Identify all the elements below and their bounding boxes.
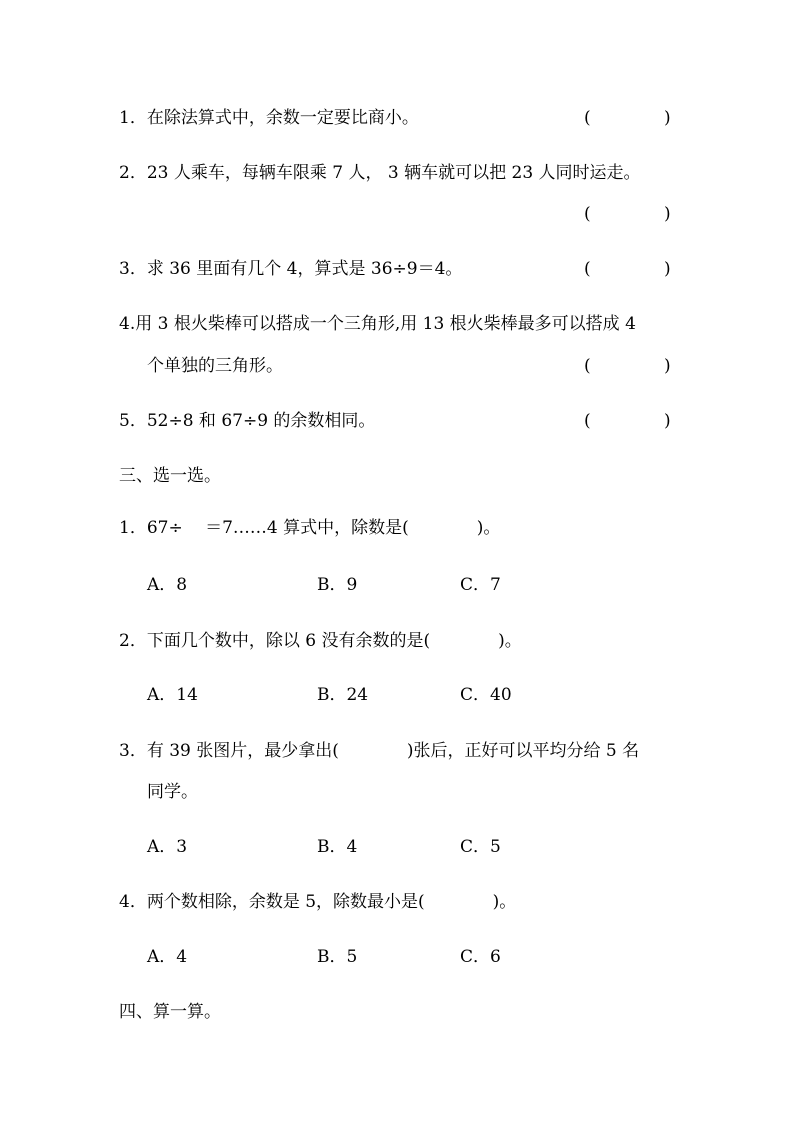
option-b[interactable]: B．24 <box>317 685 369 705</box>
choice-question-1: 1．67÷ ＝7……4 算式中，除数是( )。 <box>119 518 501 538</box>
paren-close: ) <box>664 411 671 431</box>
judge-question-5: 5．52÷8 和 67÷9 的余数相同。 <box>119 411 376 431</box>
choice-question-4: 4．两个数相除，余数是 5，除数最小是( )。 <box>119 892 517 912</box>
judge-question-1: 1．在除法算式中，余数一定要比商小。 <box>119 108 419 128</box>
paren-close: ) <box>664 259 671 279</box>
option-a[interactable]: A．8 <box>147 575 188 595</box>
option-b[interactable]: B．4 <box>317 837 358 857</box>
choice-question-2: 2．下面几个数中，除以 6 没有余数的是( )。 <box>119 631 522 651</box>
option-b[interactable]: B．9 <box>317 575 358 595</box>
paren-open: ( <box>584 411 591 431</box>
option-c[interactable]: C．6 <box>460 947 501 967</box>
paren-open: ( <box>584 259 591 279</box>
section-heading-choose: 三、选一选。 <box>119 466 221 486</box>
choice-question-3-cont: 同学。 <box>147 782 198 802</box>
judge-question-4-cont: 个单独的三角形。 <box>147 356 283 376</box>
paren-close: ) <box>664 356 671 376</box>
option-b[interactable]: B．5 <box>317 947 358 967</box>
paren-close: ) <box>664 108 671 128</box>
option-c[interactable]: C．5 <box>460 837 501 857</box>
choice-question-3: 3．有 39 张图片，最少拿出( )张后，正好可以平均分给 5 名 <box>119 741 640 761</box>
option-c[interactable]: C．40 <box>460 685 512 705</box>
option-a[interactable]: A．4 <box>147 947 188 967</box>
option-a[interactable]: A．14 <box>147 685 198 705</box>
option-a[interactable]: A．3 <box>147 837 188 857</box>
paren-open: ( <box>584 204 591 224</box>
judge-question-4: 4.用 3 根火柴棒可以搭成一个三角形,用 13 根火柴棒最多可以搭成 4 <box>119 314 636 334</box>
judge-question-3: 3．求 36 里面有几个 4，算式是 36÷9＝4。 <box>119 259 463 279</box>
judge-question-2: 2．23 人乘车，每辆车限乘 7 人， 3 辆车就可以把 23 人同时运走。 <box>119 163 641 183</box>
paren-close: ) <box>664 204 671 224</box>
section-heading-calculate: 四、算一算。 <box>119 1002 221 1022</box>
option-c[interactable]: C．7 <box>460 575 501 595</box>
paren-open: ( <box>584 108 591 128</box>
paren-open: ( <box>584 356 591 376</box>
